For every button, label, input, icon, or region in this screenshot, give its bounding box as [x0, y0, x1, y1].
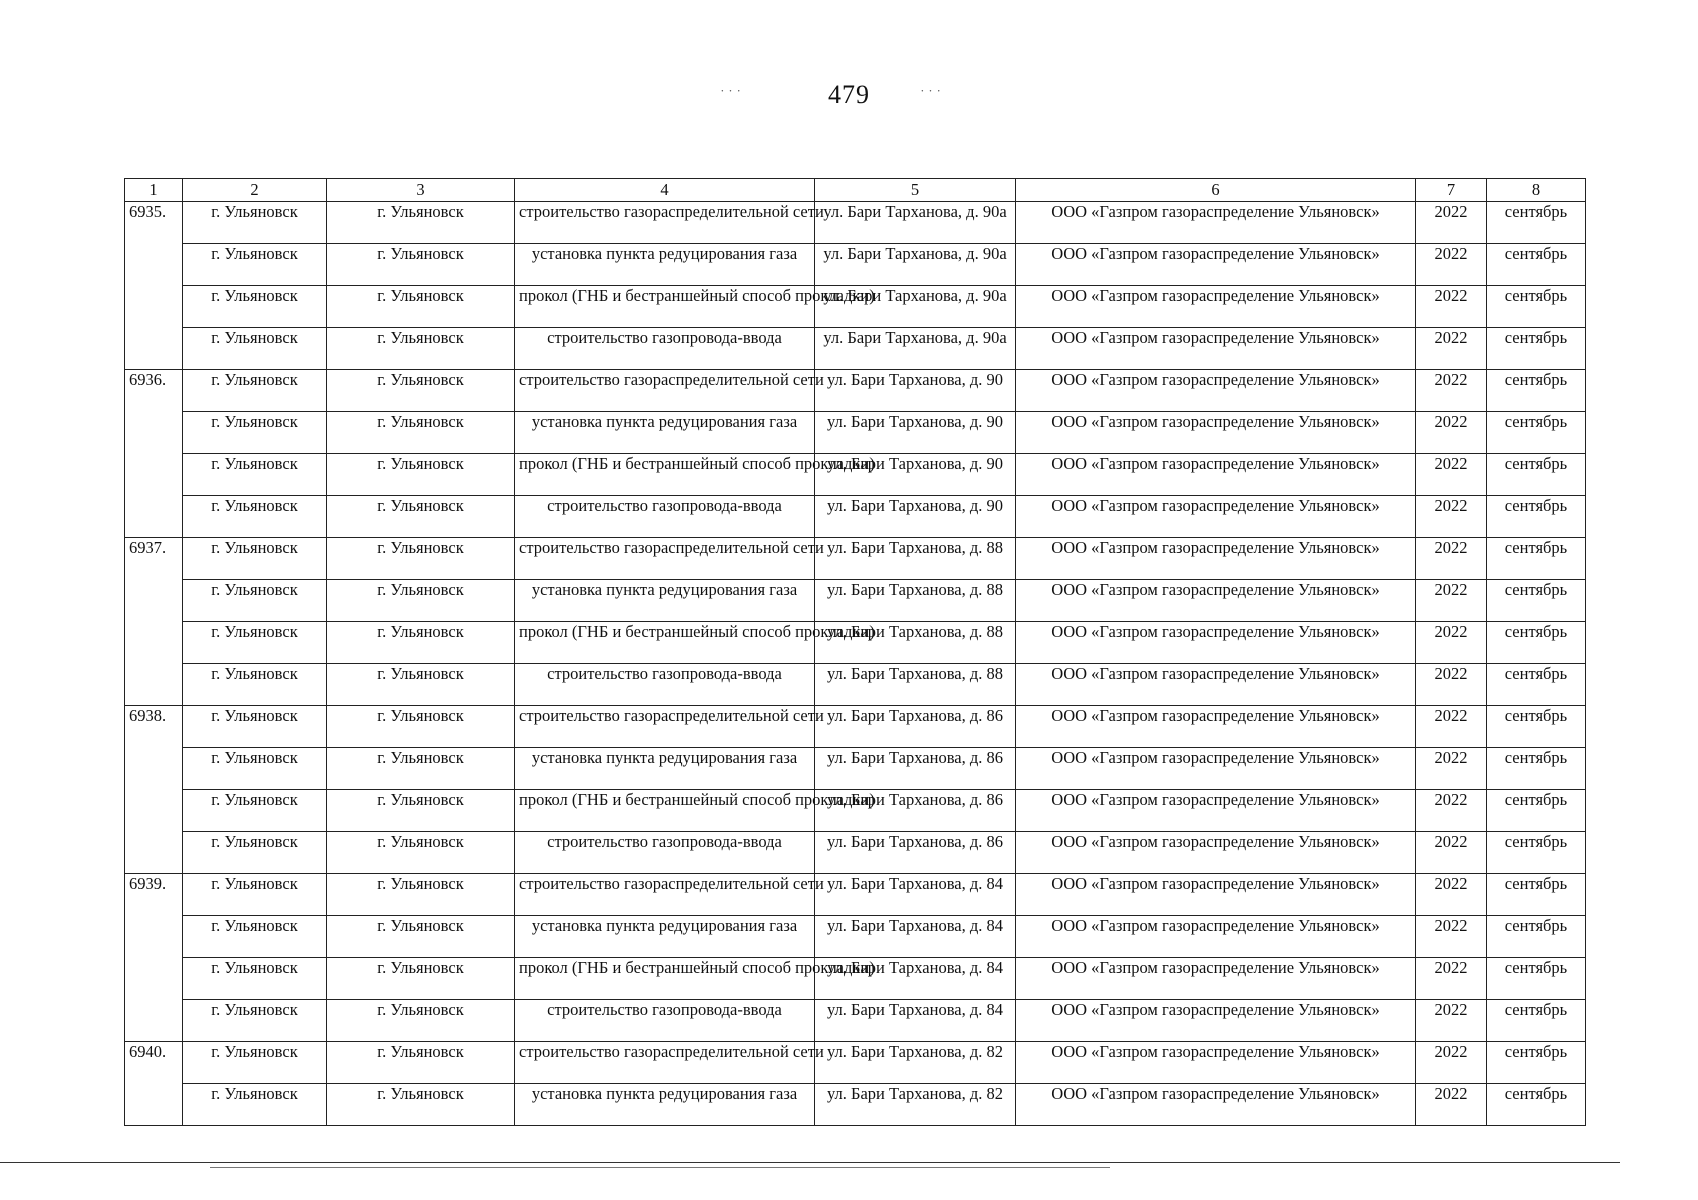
cell-work-type: строительство газопровода-ввода [515, 328, 815, 370]
cell-month: сентябрь [1487, 412, 1586, 454]
cell-entry-number: 6937. [125, 538, 183, 706]
cell-work-type: строительство газораспределительной сети [515, 538, 815, 580]
cell-work-type: прокол (ГНБ и бестраншейный способ прокладки) [515, 958, 815, 1000]
cell-work-type: строительство газопровода-ввода [515, 496, 815, 538]
table-row [125, 622, 1586, 664]
table-row [125, 580, 1586, 622]
cell-municipality: г. Ульяновск [327, 538, 515, 580]
cell-work-type: строительство газораспределительной сети [515, 874, 815, 916]
cell-municipality: г. Ульяновск [327, 286, 515, 328]
table-row [125, 664, 1586, 706]
cell-entry-number: 6940. [125, 1042, 183, 1126]
cell-locality: г. Ульяновск [183, 706, 327, 748]
cell-address: ул. Бари Тарханова, д. 82 [815, 1042, 1016, 1084]
cell-municipality: г. Ульяновск [327, 832, 515, 874]
cell-municipality: г. Ульяновск [327, 748, 515, 790]
cell-work-type: прокол (ГНБ и бестраншейный способ прокладки) [515, 622, 815, 664]
table-row [125, 454, 1586, 496]
cell-locality: г. Ульяновск [183, 286, 327, 328]
cell-month: сентябрь [1487, 1084, 1586, 1126]
cell-year: 2022 [1416, 370, 1487, 412]
cell-municipality: г. Ульяновск [327, 874, 515, 916]
cell-month: сентябрь [1487, 370, 1586, 412]
cell-year: 2022 [1416, 328, 1487, 370]
registry-table [124, 178, 1586, 1126]
cell-month: сентябрь [1487, 454, 1586, 496]
table-row [125, 286, 1586, 328]
cell-address: ул. Бари Тарханова, д. 90 [815, 370, 1016, 412]
cell-organization: ООО «Газпром газораспределение Ульяновск» [1016, 706, 1416, 748]
header-col-4: 4 [515, 179, 815, 202]
cell-year: 2022 [1416, 790, 1487, 832]
cell-entry-number: 6935. [125, 202, 183, 370]
cell-locality: г. Ульяновск [183, 1000, 327, 1042]
cell-month: сентябрь [1487, 202, 1586, 244]
cell-work-type: прокол (ГНБ и бестраншейный способ прокладки) [515, 790, 815, 832]
cell-organization: ООО «Газпром газораспределение Ульяновск» [1016, 412, 1416, 454]
cell-work-type: строительство газораспределительной сети [515, 1042, 815, 1084]
cell-municipality: г. Ульяновск [327, 958, 515, 1000]
scan-artifact: ˙ ˙ ˙ [720, 88, 741, 103]
cell-organization: ООО «Газпром газораспределение Ульяновск» [1016, 580, 1416, 622]
cell-address: ул. Бари Тарханова, д. 84 [815, 1000, 1016, 1042]
cell-work-type: строительство газопровода-ввода [515, 832, 815, 874]
cell-organization: ООО «Газпром газораспределение Ульяновск» [1016, 496, 1416, 538]
cell-year: 2022 [1416, 580, 1487, 622]
cell-month: сентябрь [1487, 538, 1586, 580]
cell-entry-number: 6936. [125, 370, 183, 538]
cell-municipality: г. Ульяновск [327, 1000, 515, 1042]
cell-address: ул. Бари Тарханова, д. 90а [815, 328, 1016, 370]
cell-locality: г. Ульяновск [183, 958, 327, 1000]
cell-work-type: установка пункта редуцирования газа [515, 580, 815, 622]
cell-year: 2022 [1416, 454, 1487, 496]
cell-organization: ООО «Газпром газораспределение Ульяновск» [1016, 454, 1416, 496]
table-row [125, 916, 1586, 958]
cell-municipality: г. Ульяновск [327, 370, 515, 412]
cell-locality: г. Ульяновск [183, 664, 327, 706]
cell-locality: г. Ульяновск [183, 244, 327, 286]
header-col-5: 5 [815, 179, 1016, 202]
cell-organization: ООО «Газпром газораспределение Ульяновск» [1016, 370, 1416, 412]
cell-year: 2022 [1416, 496, 1487, 538]
table-row [125, 832, 1586, 874]
cell-organization: ООО «Газпром газораспределение Ульяновск» [1016, 286, 1416, 328]
table-row [125, 328, 1586, 370]
cell-year: 2022 [1416, 1042, 1487, 1084]
cell-month: сентябрь [1487, 328, 1586, 370]
cell-municipality: г. Ульяновск [327, 244, 515, 286]
cell-year: 2022 [1416, 916, 1487, 958]
cell-work-type: установка пункта редуцирования газа [515, 748, 815, 790]
cell-locality: г. Ульяновск [183, 454, 327, 496]
cell-organization: ООО «Газпром газораспределение Ульяновск» [1016, 748, 1416, 790]
header-col-1: 1 [125, 179, 183, 202]
table-row [125, 370, 1586, 412]
cell-year: 2022 [1416, 538, 1487, 580]
cell-work-type: строительство газораспределительной сети [515, 202, 815, 244]
cell-work-type: установка пункта редуцирования газа [515, 412, 815, 454]
cell-month: сентябрь [1487, 1000, 1586, 1042]
cell-year: 2022 [1416, 202, 1487, 244]
cell-organization: ООО «Газпром газораспределение Ульяновск» [1016, 874, 1416, 916]
cell-work-type: установка пункта редуцирования газа [515, 1084, 815, 1126]
cell-locality: г. Ульяновск [183, 622, 327, 664]
cell-year: 2022 [1416, 664, 1487, 706]
cell-organization: ООО «Газпром газораспределение Ульяновск» [1016, 958, 1416, 1000]
cell-address: ул. Бари Тарханова, д. 84 [815, 916, 1016, 958]
cell-municipality: г. Ульяновск [327, 790, 515, 832]
cell-organization: ООО «Газпром газораспределение Ульяновск» [1016, 622, 1416, 664]
cell-year: 2022 [1416, 748, 1487, 790]
cell-work-type: строительство газораспределительной сети [515, 706, 815, 748]
cell-year: 2022 [1416, 706, 1487, 748]
cell-month: сентябрь [1487, 706, 1586, 748]
cell-year: 2022 [1416, 832, 1487, 874]
cell-municipality: г. Ульяновск [327, 580, 515, 622]
header-col-8: 8 [1487, 179, 1586, 202]
cell-address: ул. Бари Тарханова, д. 88 [815, 664, 1016, 706]
cell-year: 2022 [1416, 874, 1487, 916]
cell-month: сентябрь [1487, 1042, 1586, 1084]
cell-municipality: г. Ульяновск [327, 706, 515, 748]
header-col-2: 2 [183, 179, 327, 202]
table-row [125, 538, 1586, 580]
cell-organization: ООО «Газпром газораспределение Ульяновск» [1016, 1000, 1416, 1042]
cell-year: 2022 [1416, 244, 1487, 286]
cell-year: 2022 [1416, 1084, 1487, 1126]
cell-month: сентябрь [1487, 496, 1586, 538]
table-row [125, 706, 1586, 748]
cell-locality: г. Ульяновск [183, 496, 327, 538]
cell-address: ул. Бари Тарханова, д. 90 [815, 412, 1016, 454]
cell-entry-number: 6939. [125, 874, 183, 1042]
cell-address: ул. Бари Тарханова, д. 86 [815, 706, 1016, 748]
cell-organization: ООО «Газпром газораспределение Ульяновск» [1016, 202, 1416, 244]
cell-address: ул. Бари Тарханова, д. 90 [815, 496, 1016, 538]
cell-municipality: г. Ульяновск [327, 496, 515, 538]
cell-organization: ООО «Газпром газораспределение Ульяновск» [1016, 916, 1416, 958]
header-row [125, 179, 1586, 202]
page-edge-line [0, 1162, 1620, 1163]
table-body [125, 202, 1586, 1126]
cell-year: 2022 [1416, 622, 1487, 664]
page-edge-line [210, 1167, 1110, 1168]
cell-locality: г. Ульяновск [183, 1042, 327, 1084]
header-col-6: 6 [1016, 179, 1416, 202]
cell-organization: ООО «Газпром газораспределение Ульяновск» [1016, 538, 1416, 580]
cell-locality: г. Ульяновск [183, 832, 327, 874]
cell-municipality: г. Ульяновск [327, 328, 515, 370]
cell-month: сентябрь [1487, 286, 1586, 328]
cell-municipality: г. Ульяновск [327, 622, 515, 664]
table-row [125, 412, 1586, 454]
table-row [125, 1084, 1586, 1126]
cell-month: сентябрь [1487, 874, 1586, 916]
cell-work-type: прокол (ГНБ и бестраншейный способ прокладки) [515, 454, 815, 496]
cell-work-type: строительство газораспределительной сети [515, 370, 815, 412]
cell-month: сентябрь [1487, 664, 1586, 706]
table-row [125, 202, 1586, 244]
table-row [125, 748, 1586, 790]
cell-month: сентябрь [1487, 622, 1586, 664]
cell-locality: г. Ульяновск [183, 874, 327, 916]
cell-locality: г. Ульяновск [183, 580, 327, 622]
cell-locality: г. Ульяновск [183, 748, 327, 790]
cell-month: сентябрь [1487, 748, 1586, 790]
table-row [125, 958, 1586, 1000]
cell-locality: г. Ульяновск [183, 790, 327, 832]
cell-address: ул. Бари Тарханова, д. 84 [815, 874, 1016, 916]
cell-locality: г. Ульяновск [183, 538, 327, 580]
table-row [125, 244, 1586, 286]
cell-address: ул. Бари Тарханова, д. 90а [815, 286, 1016, 328]
cell-month: сентябрь [1487, 244, 1586, 286]
cell-municipality: г. Ульяновск [327, 916, 515, 958]
cell-address: ул. Бари Тарханова, д. 88 [815, 580, 1016, 622]
cell-organization: ООО «Газпром газораспределение Ульяновск» [1016, 1042, 1416, 1084]
cell-locality: г. Ульяновск [183, 1084, 327, 1126]
cell-work-type: установка пункта редуцирования газа [515, 916, 815, 958]
cell-locality: г. Ульяновск [183, 328, 327, 370]
cell-locality: г. Ульяновск [183, 916, 327, 958]
cell-locality: г. Ульяновск [183, 370, 327, 412]
cell-municipality: г. Ульяновск [327, 1042, 515, 1084]
cell-month: сентябрь [1487, 832, 1586, 874]
cell-address: ул. Бари Тарханова, д. 88 [815, 538, 1016, 580]
cell-year: 2022 [1416, 1000, 1487, 1042]
cell-month: сентябрь [1487, 916, 1586, 958]
cell-entry-number: 6938. [125, 706, 183, 874]
cell-organization: ООО «Газпром газораспределение Ульяновск» [1016, 328, 1416, 370]
cell-work-type: прокол (ГНБ и бестраншейный способ прокладки) [515, 286, 815, 328]
cell-organization: ООО «Газпром газораспределение Ульяновск» [1016, 832, 1416, 874]
table-row [125, 1000, 1586, 1042]
cell-address: ул. Бари Тарханова, д. 88 [815, 622, 1016, 664]
cell-municipality: г. Ульяновск [327, 1084, 515, 1126]
cell-organization: ООО «Газпром газораспределение Ульяновск» [1016, 790, 1416, 832]
cell-year: 2022 [1416, 286, 1487, 328]
cell-municipality: г. Ульяновск [327, 664, 515, 706]
cell-address: ул. Бари Тарханова, д. 90а [815, 202, 1016, 244]
cell-municipality: г. Ульяновск [327, 412, 515, 454]
table-row [125, 790, 1586, 832]
cell-work-type: строительство газопровода-ввода [515, 1000, 815, 1042]
page-number: 479 [828, 80, 870, 109]
header-col-3: 3 [327, 179, 515, 202]
scan-artifact: ˙ ˙ ˙ [920, 88, 941, 103]
cell-address: ул. Бари Тарханова, д. 86 [815, 832, 1016, 874]
cell-address: ул. Бари Тарханова, д. 84 [815, 958, 1016, 1000]
table-header [125, 179, 1586, 202]
cell-locality: г. Ульяновск [183, 412, 327, 454]
table-row [125, 496, 1586, 538]
cell-address: ул. Бари Тарханова, д. 82 [815, 1084, 1016, 1126]
cell-month: сентябрь [1487, 580, 1586, 622]
cell-municipality: г. Ульяновск [327, 202, 515, 244]
cell-work-type: установка пункта редуцирования газа [515, 244, 815, 286]
cell-address: ул. Бари Тарханова, д. 90а [815, 244, 1016, 286]
table-row [125, 1042, 1586, 1084]
cell-organization: ООО «Газпром газораспределение Ульяновск» [1016, 244, 1416, 286]
cell-organization: ООО «Газпром газораспределение Ульяновск» [1016, 664, 1416, 706]
cell-municipality: г. Ульяновск [327, 454, 515, 496]
cell-locality: г. Ульяновск [183, 202, 327, 244]
table-row [125, 874, 1586, 916]
header-col-7: 7 [1416, 179, 1487, 202]
cell-address: ул. Бари Тарханова, д. 90 [815, 454, 1016, 496]
cell-work-type: строительство газопровода-ввода [515, 664, 815, 706]
cell-address: ул. Бари Тарханова, д. 86 [815, 790, 1016, 832]
cell-year: 2022 [1416, 958, 1487, 1000]
cell-address: ул. Бари Тарханова, д. 86 [815, 748, 1016, 790]
cell-year: 2022 [1416, 412, 1487, 454]
cell-month: сентябрь [1487, 790, 1586, 832]
cell-month: сентябрь [1487, 958, 1586, 1000]
cell-organization: ООО «Газпром газораспределение Ульяновск» [1016, 1084, 1416, 1126]
